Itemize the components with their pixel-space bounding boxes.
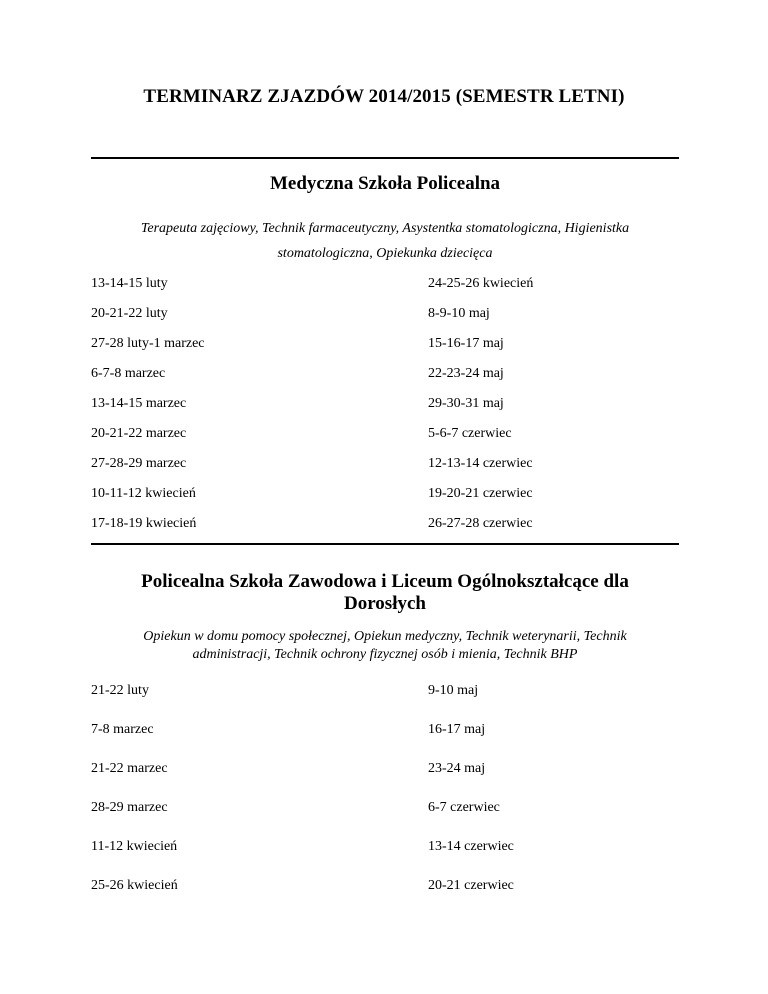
schedule-row bbox=[91, 456, 679, 486]
schedule-row bbox=[91, 366, 679, 396]
schedule-row bbox=[91, 683, 679, 722]
date-cell-right: 6-7 czerwiec bbox=[428, 800, 500, 815]
date-cell-right: 20-21 czerwiec bbox=[428, 878, 514, 893]
date-cell-left: 25-26 kwiecień bbox=[91, 878, 178, 893]
schedule-row bbox=[91, 486, 679, 516]
schedule-row bbox=[91, 800, 679, 839]
section-heading-medical: Medyczna Szkoła Policealna bbox=[269, 173, 501, 194]
heading-line: Policealna Szkoła Zawodowa i Liceum Ogólnokształcące dla bbox=[141, 571, 629, 592]
date-cell-left: 6-7-8 marzec bbox=[91, 366, 166, 381]
schedule-row bbox=[91, 839, 679, 878]
schedule-row bbox=[91, 761, 679, 800]
date-cell-right: 24-25-26 kwiecień bbox=[428, 276, 534, 291]
date-cell-right: 9-10 maj bbox=[428, 683, 479, 698]
date-cell-left: 21-22 marzec bbox=[91, 761, 168, 776]
date-cell-left: 10-11-12 kwiecień bbox=[91, 486, 196, 501]
date-cell-right: 8-9-10 maj bbox=[428, 306, 490, 321]
date-cell-right: 29-30-31 maj bbox=[428, 396, 504, 411]
date-cell-right: 16-17 maj bbox=[428, 722, 486, 737]
date-cell-left: 27-28 luty-1 marzec bbox=[91, 336, 205, 351]
schedule-table-vocational bbox=[91, 683, 679, 917]
page-title: TERMINARZ ZJAZDÓW 2014/2015 (SEMESTR LETNI) bbox=[143, 86, 625, 107]
heading-line: Dorosłych bbox=[344, 593, 426, 614]
section-divider bbox=[91, 543, 679, 545]
schedule-row bbox=[91, 336, 679, 366]
schedule-row bbox=[91, 276, 679, 306]
date-cell-left: 27-28-29 marzec bbox=[91, 456, 187, 471]
date-cell-left: 28-29 marzec bbox=[91, 800, 168, 815]
date-cell-right: 5-6-7 czerwiec bbox=[428, 426, 512, 441]
date-cell-left: 20-21-22 luty bbox=[91, 306, 168, 321]
section-subtitle-vocational bbox=[91, 628, 679, 664]
date-cell-left: 7-8 marzec bbox=[91, 722, 154, 737]
date-cell-right: 22-23-24 maj bbox=[428, 366, 504, 381]
schedule-table-medical bbox=[91, 276, 679, 546]
subtitle-line: Opiekun w domu pomocy społecznej, Opiekun medyczny, Technik weterynarii, Technik bbox=[143, 629, 627, 644]
schedule-row bbox=[91, 426, 679, 456]
schedule-row bbox=[91, 722, 679, 761]
schedule-row bbox=[91, 306, 679, 336]
date-cell-left: 13-14-15 luty bbox=[91, 276, 168, 291]
date-cell-right: 26-27-28 czerwiec bbox=[428, 516, 533, 531]
date-cell-right: 12-13-14 czerwiec bbox=[428, 456, 533, 471]
date-cell-right: 23-24 maj bbox=[428, 761, 486, 776]
section-heading-vocational bbox=[91, 571, 679, 615]
schedule-row bbox=[91, 396, 679, 426]
date-cell-left: 21-22 luty bbox=[91, 683, 149, 698]
schedule-row bbox=[91, 878, 679, 917]
date-cell-left: 11-12 kwiecień bbox=[91, 839, 178, 854]
subtitle-line: Terapeuta zajęciowy, Technik farmaceutyczny, Asystentka stomatologiczna, Higienistka bbox=[140, 221, 630, 236]
date-cell-right: 13-14 czerwiec bbox=[428, 839, 514, 854]
section-subtitle-medical bbox=[91, 216, 679, 266]
date-cell-left: 13-14-15 marzec bbox=[91, 396, 187, 411]
schedule-row bbox=[91, 516, 679, 546]
section-divider bbox=[91, 157, 679, 159]
date-cell-left: 17-18-19 kwiecień bbox=[91, 516, 197, 531]
date-cell-left: 20-21-22 marzec bbox=[91, 426, 187, 441]
date-cell-right: 19-20-21 czerwiec bbox=[428, 486, 533, 501]
subtitle-line: administracji, Technik ochrony fizycznej osób i mienia, Technik BHP bbox=[192, 647, 578, 662]
date-cell-right: 15-16-17 maj bbox=[428, 336, 504, 351]
subtitle-line: stomatologiczna, Opiekunka dziecięca bbox=[277, 246, 493, 261]
